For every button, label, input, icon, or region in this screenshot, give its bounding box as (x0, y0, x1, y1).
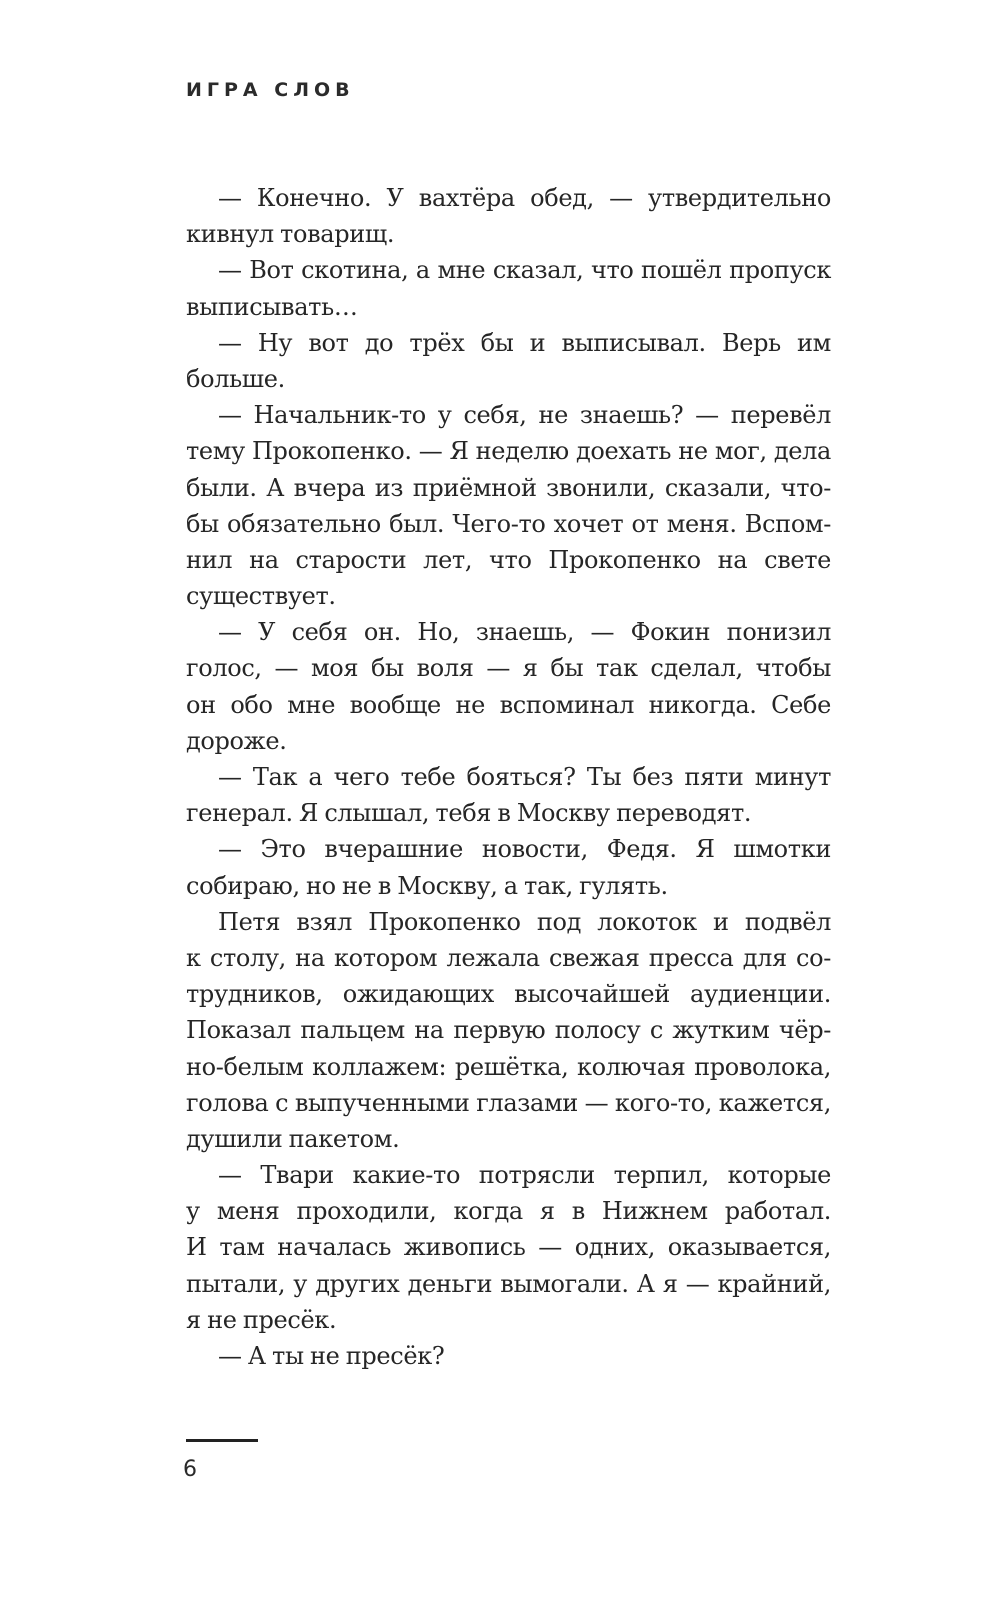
text-line: дороже. (186, 726, 287, 755)
text-line: — Так а чего тебе бояться? Ты без пяти минут (218, 763, 831, 791)
text-line: кивнул товарищ. (186, 220, 395, 249)
text-line: душили пакетом. (186, 1124, 400, 1153)
text-line: Показал пальцем на первую полосу с жутким чёр- (186, 1016, 831, 1045)
text-line: к столу, на котором лежала свежая пресса для со- (186, 943, 831, 972)
text-line: — Конечно. У вахтёра обед, — утвердительно (218, 184, 831, 212)
text-line: я не пресёк. (186, 1305, 337, 1334)
running-head: ИГРА СЛОВ (186, 79, 355, 101)
text-line: голос, — моя бы воля — я бы так сделал, чтобы (186, 654, 831, 683)
text-line: — У себя он. Но, знаешь, — Фокин понизил (218, 618, 831, 647)
text-line: И там началась живопись — одних, оказывается, (186, 1233, 831, 1262)
text-line: выписывать… (186, 292, 358, 321)
text-line: — Твари какие-то потрясли терпил, которые (218, 1161, 831, 1190)
text-line: существует. (186, 582, 336, 611)
text-line: он обо мне вообще не вспоминал никогда. Себе (186, 690, 831, 719)
text-line: у меня проходили, когда я в Нижнем работал. (186, 1197, 831, 1226)
text-line: — Вот скотина, а мне сказал, что пошёл пропуск (218, 256, 831, 285)
text-line: генерал. Я слышал, тебя в Москву переводят. (186, 799, 752, 828)
page-number: 6 (183, 1457, 197, 1482)
text-line: больше. (186, 364, 285, 393)
text-line: нил на старости лет, что Прокопенко на свете (186, 545, 831, 574)
text-line: Петя взял Прокопенко под локоток и подвёл (218, 907, 831, 936)
text-line: тему Прокопенко. — Я неделю доехать не мог, дела (186, 437, 831, 466)
footer-rule (186, 1439, 258, 1442)
text-line: собираю, но не в Москву, а так, гулять. (186, 871, 668, 900)
text-line: голова с выпученными глазами — кого-то, кажется, (186, 1088, 831, 1117)
text-line: — Начальник-то у себя, не знаешь? — перевёл (218, 401, 831, 430)
text-line: были. А вчера из приёмной звонили, сказали, что- (186, 473, 831, 502)
text-line: пытали, у других деньги вымогали. А я — крайний, (186, 1269, 831, 1298)
text-line: — А ты не пресёк? (218, 1342, 445, 1370)
text-line: — Это вчерашние новости, Федя. Я шмотки (218, 835, 831, 864)
text-line: трудников, ожидающих высочайшей аудиенции. (186, 980, 831, 1009)
text-line: бы обязательно был. Чего-то хочет от меня. Вспом- (186, 509, 831, 538)
body-text (186, 180, 831, 1374)
text-line: но-белым коллажем: решётка, колючая проволока, (186, 1052, 831, 1081)
text-line: — Ну вот до трёх бы и выписывал. Верь им (218, 328, 831, 357)
